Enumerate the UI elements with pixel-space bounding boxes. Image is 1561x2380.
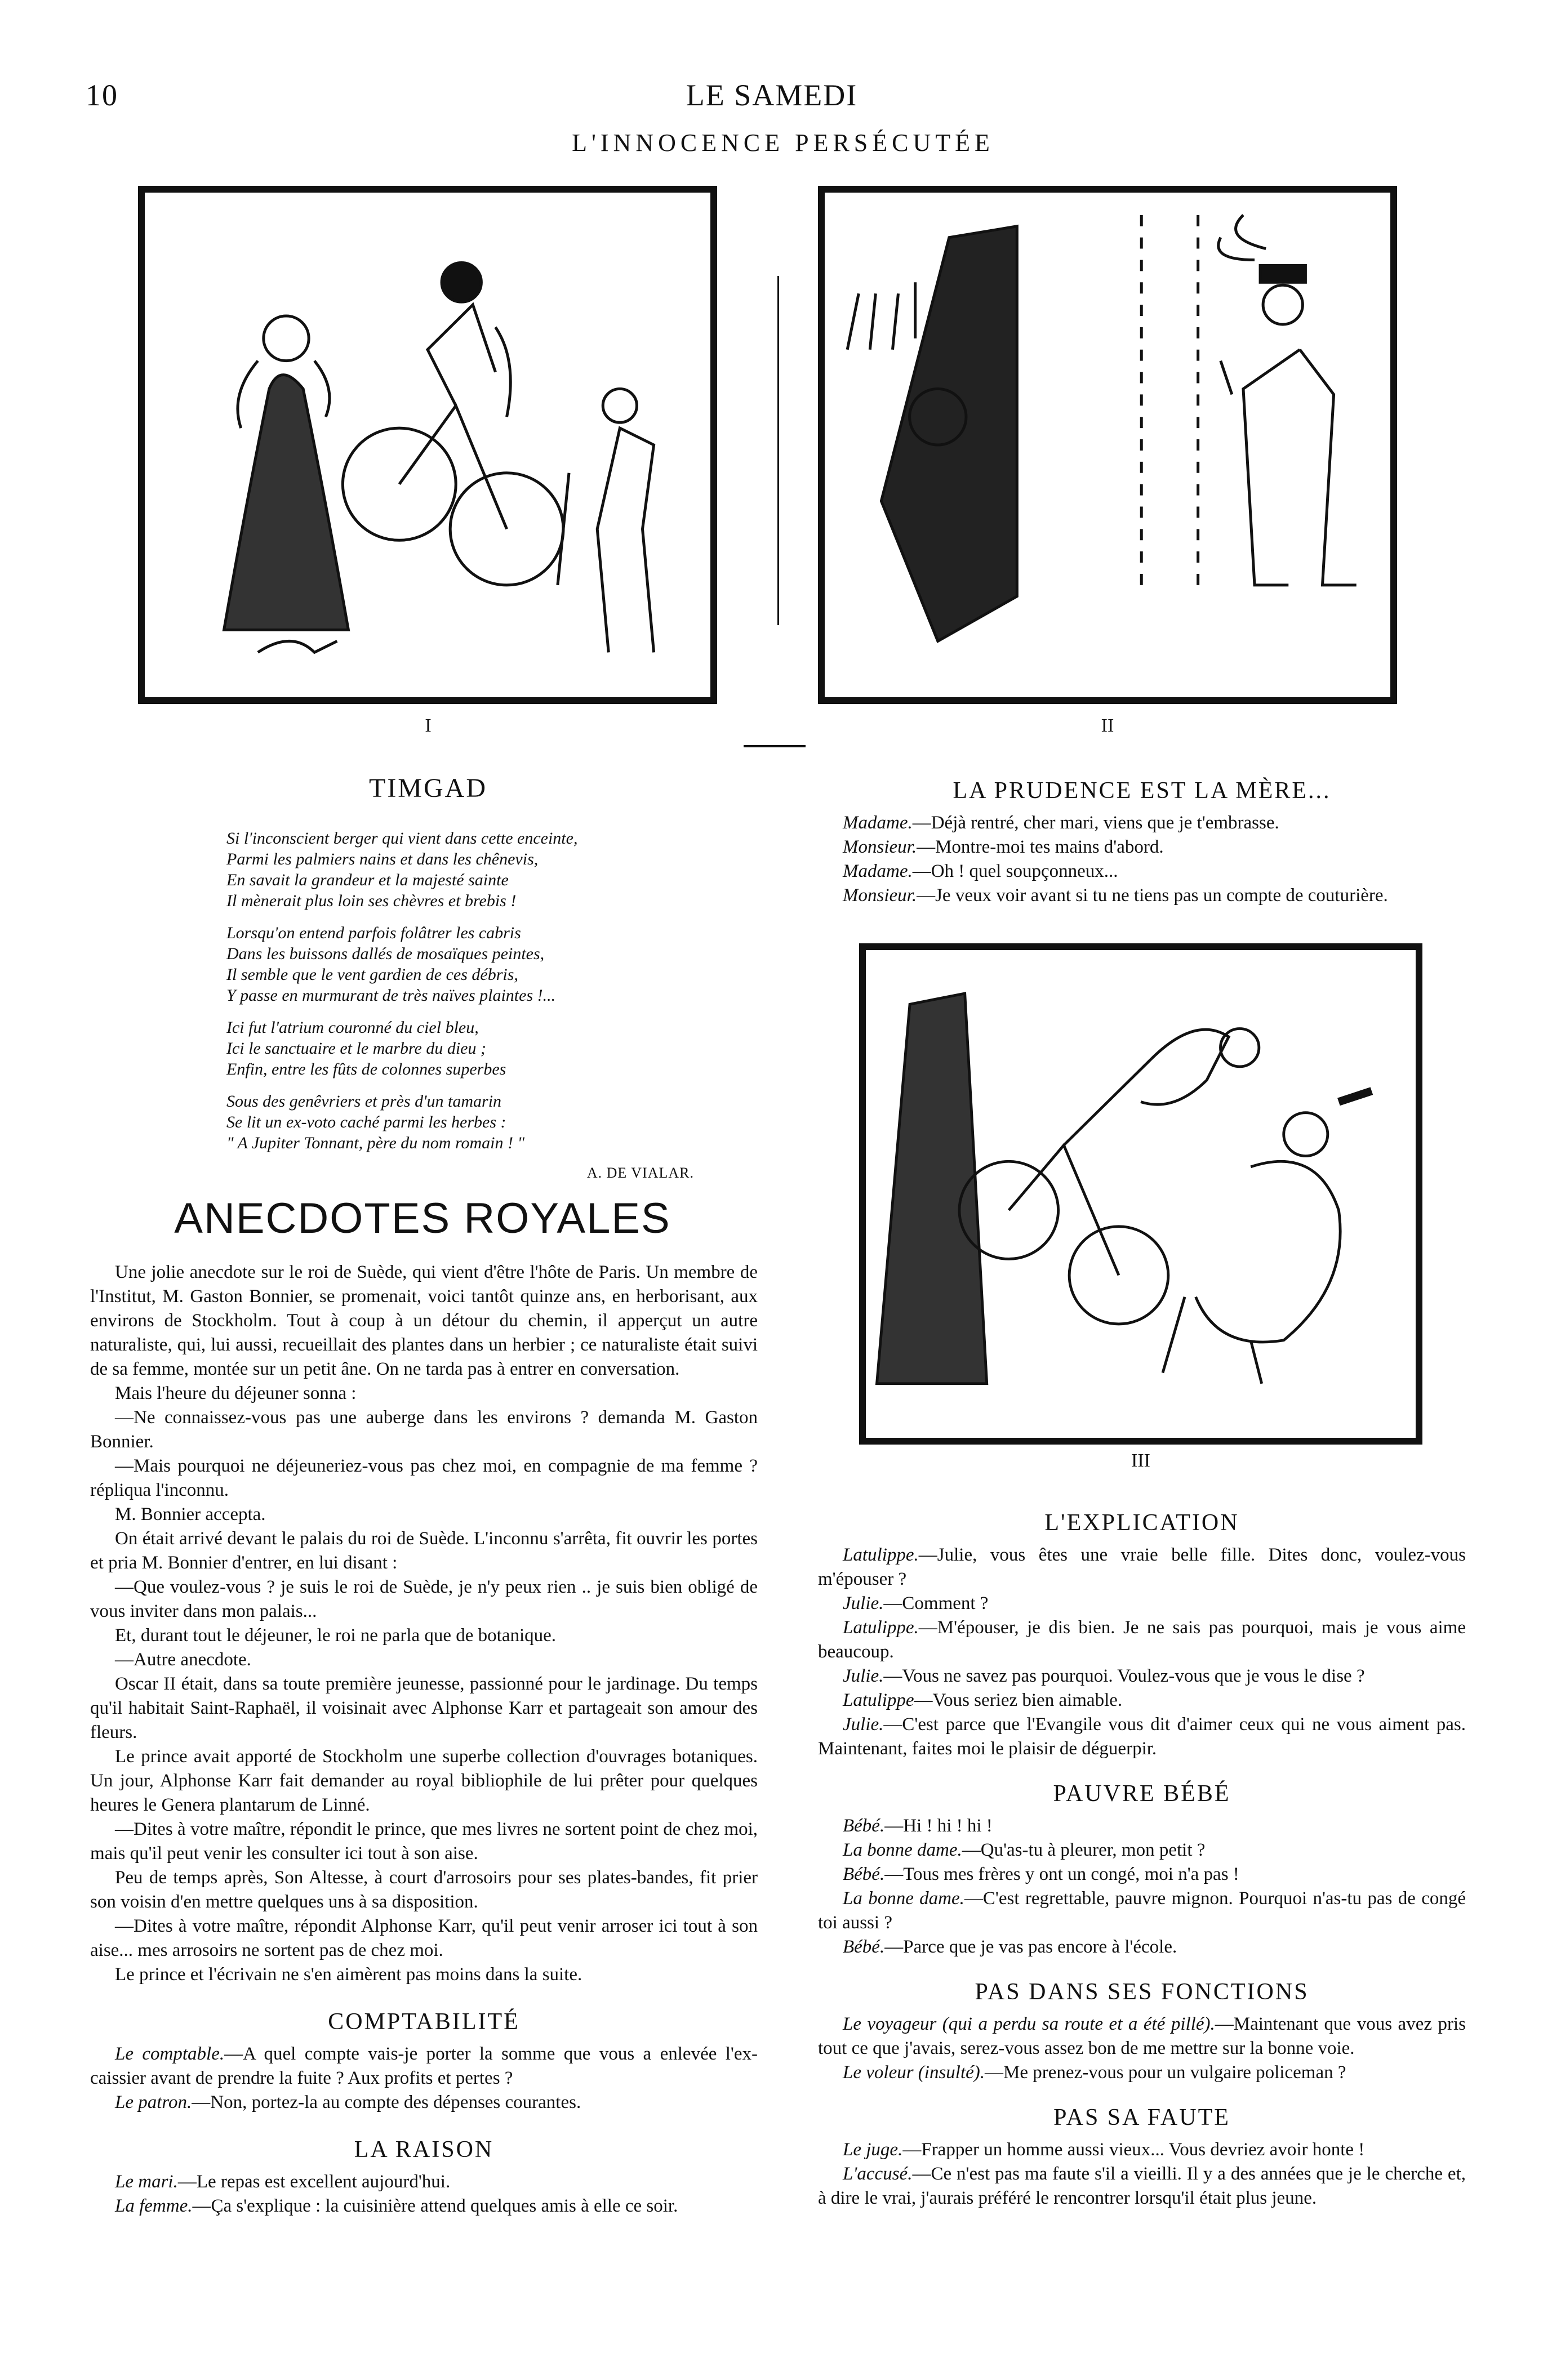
panel-label: III [1131, 1450, 1150, 1471]
dialogue-line [818, 2138, 1466, 2162]
speaker: Latulippe [843, 1690, 914, 1710]
verse: Ici le sanctuaire et le marbre du dieu ; [226, 1039, 486, 1058]
dialogue-line [818, 1664, 1466, 1688]
stanza [226, 828, 694, 911]
dialogue-line [818, 835, 1466, 859]
speaker: La femme. [115, 2196, 193, 2216]
section-title: L'EXPLICATION [1044, 1510, 1239, 1536]
line-text: —C'est regrettable, pauvre mignon. Pourquoi n'as-tu pas de congé toi aussi ? [818, 1888, 1466, 1933]
panel-label: I [425, 715, 432, 736]
line-text: —Ça s'explique : la cuisinière attend quelques amis à elle ce soir. [192, 2196, 678, 2216]
section-title: LA PRUDENCE EST LA MÈRE... [953, 778, 1331, 804]
verse: Lorsqu'on entend parfois folâtrer les cabris [226, 924, 521, 942]
paragraph: Mais l'heure du déjeuner sonna : [115, 1383, 357, 1403]
verse: Y passe en murmurant de très naïves plaintes !... [226, 986, 556, 1005]
paragraph: —Dites à votre maître, répondit Alphonse Karr, qu'il peut venir arroser ici tout à son aise... mes arrosoirs ne sortent pas de chez moi. [90, 1916, 758, 1960]
dialogue-line [818, 1688, 1466, 1713]
speaker: Madame. [843, 813, 913, 833]
line-text: —Tous mes frères y ont un congé, moi n'a pas ! [884, 1864, 1239, 1884]
dialogue-line [818, 1592, 1466, 1616]
line-text: —Le repas est excellent aujourd'hui. [177, 2172, 451, 2192]
line-text: —Hi ! hi ! hi ! [884, 1816, 993, 1836]
stanza [226, 922, 694, 1006]
verse: Il semble que le vent gardien de ces débris, [226, 965, 518, 984]
paragraph: —Dites à votre maître, répondit le prince, que mes livres ne sortent point de chez moi, mais qu'il peut venir les consulter ici tout à son aise. [90, 1819, 758, 1864]
article-title: ANECDOTES ROYALES [174, 1195, 671, 1242]
dialogue-line [818, 1543, 1466, 1592]
line-text: —C'est parce que l'Evangile vous dit d'aimer ceux qui ne vous aiment pas. Maintenant, faites moi le plaisir de déguerpir. [818, 1714, 1466, 1759]
dialogue-line [90, 2042, 758, 2091]
speaker: Madame. [843, 861, 913, 881]
section-divider [744, 745, 806, 747]
line-text: —Ce n'est pas ma faute s'il a vieilli. Il y a des années que je le cherche et, à dire le vrai, j'aurais préféré le rencontrer lorsqu'il était plus jeune. [818, 2164, 1466, 2208]
paragraph: —Autre anecdote. [115, 1650, 251, 1670]
page-number: 10 [86, 78, 118, 112]
dialogue-line [90, 2091, 758, 2115]
dialogue-line [818, 1887, 1466, 1935]
speaker: Monsieur. [843, 837, 917, 857]
paragraph: Une jolie anecdote sur le roi de Suède, qui vient d'être l'hôte de Paris. Un membre de l'Institut, M. Gaston Bonnier, se promenait, voici tantôt quinze ans, en herborisant, aux environs de Stockholm. Tout à coup à un détour du chemin, il apperçut un autre naturaliste, qui, lui aussi, recueillait des plantes dans un herbier ; ce naturaliste était suivi de sa femme, montée sur un petit âne. On ne tarda pas à entrer en conversation. [90, 1262, 758, 1379]
verse: Se lit un ex-voto caché parmi les herbes : [226, 1113, 506, 1131]
verse: " A Jupiter Tonnant, père du nom romain ! " [226, 1134, 525, 1152]
line-text: —Vous seriez bien aimable. [914, 1690, 1123, 1710]
section-title: PAS SA FAUTE [1053, 2105, 1230, 2131]
poem-title: TIMGAD [369, 773, 487, 803]
speaker: Bébé. [843, 1937, 885, 1957]
poem-author: A. DE VIALAR. [586, 1165, 694, 1181]
paragraph: —Que voulez-vous ? je suis le roi de Suède, je n'y peux rien .. je suis bien obligé de vous inviter dans mon palais... [90, 1577, 758, 1621]
paragraph: Le prince avait apporté de Stockholm une superbe collection d'ouvrages botaniques. Un jour, Alphonse Karr fait demander au royal bibliophile de lui prêter pour quelques heures le Genera plantarum de Linné. [90, 1746, 758, 1815]
line-text: —Montre-moi tes mains d'abord. [917, 837, 1164, 857]
verse: Il mènerait plus loin ses chèvres et brebis ! [226, 892, 517, 910]
speaker: Le patron. [115, 2092, 192, 2112]
speaker: Bébé. [843, 1864, 885, 1884]
journal-title: LE SAMEDI [686, 78, 858, 112]
dialogue-line [818, 2012, 1466, 2061]
verse: Si l'inconscient berger qui vient dans cette enceinte, [226, 829, 578, 848]
dialogue-line [818, 1713, 1466, 1761]
verse: Sous des genêvriers et près d'un tamarin [226, 1092, 502, 1111]
section-title: PAS DANS SES FONCTIONS [975, 1979, 1309, 2005]
verse: Dans les buissons dallés de mosaïques peintes, [226, 944, 545, 963]
cartoon-panel-2 [818, 186, 1397, 704]
line-text: —Parce que je vas pas encore à l'école. [884, 1937, 1177, 1957]
speaker: Latulippe. [843, 1617, 919, 1638]
dialogue-line [818, 1838, 1466, 1862]
speaker: Le voyageur (qui a perdu sa route et a été pillé). [843, 2014, 1215, 2034]
series-title: L'INNOCENCE PERSÉCUTÉE [572, 129, 994, 157]
speaker: Le mari. [115, 2172, 178, 2192]
line-text: —Je veux voir avant si tu ne tiens pas un compte de couturière. [917, 885, 1388, 906]
verse: Parmi les palmiers nains et dans les chênevis, [226, 850, 539, 868]
line-text: —Julie, vous êtes une vraie belle fille. Dites donc, voulez-vous m'épouser ? [818, 1545, 1466, 1589]
speaker: L'accusé. [843, 2164, 913, 2184]
line-text: —Maintenant que vous avez pris tout ce que j'avais, serez-vous assez bon de me mettre sur la bonne voie. [818, 2014, 1466, 2058]
stanza [226, 1091, 694, 1153]
poem-timgad [226, 828, 694, 1182]
line-text: —Qu'as-tu à pleurer, mon petit ? [962, 1840, 1206, 1860]
section-title: COMPTABILITÉ [328, 2009, 520, 2035]
speaker: Le comptable. [115, 2044, 225, 2064]
dialogue-line [90, 2170, 758, 2194]
section-title: PAUVRE BÉBÉ [1053, 1781, 1231, 1807]
speaker: Le voleur (insulté). [843, 2062, 985, 2083]
verse: Ici fut l'atrium couronné du ciel bleu, [226, 1018, 479, 1037]
paragraph: Oscar II était, dans sa toute première jeunesse, passionné pour le jardinage. Du temps qu'il habitait Saint-Raphaël, il voisinait avec Alphonse Karr et partageait son amour des fleurs. [90, 1674, 758, 1742]
right-column-top [818, 777, 1466, 908]
section-title: LA RAISON [354, 2137, 494, 2163]
dialogue-line [818, 1814, 1466, 1838]
verse: Enfin, entre les fûts de colonnes superbes [226, 1060, 506, 1078]
paragraph: Le prince et l'écrivain ne s'en aimèrent pas moins dans la suite. [115, 1964, 582, 1985]
paragraph: —Mais pourquoi ne déjeuneriez-vous pas chez moi, en compagnie de ma femme ? répliqua l'inconnu. [90, 1456, 758, 1500]
dialogue-line [818, 1935, 1466, 1959]
speaker: Le juge. [843, 2140, 903, 2160]
column-rule [777, 276, 779, 625]
line-text: —Comment ? [883, 1593, 989, 1614]
speaker: Julie. [843, 1666, 884, 1686]
cartoon-panel-3 [859, 943, 1422, 1445]
line-text: —Frapper un homme aussi vieux... Vous devriez avoir honte ! [902, 2140, 1365, 2160]
speaker: Julie. [843, 1593, 884, 1614]
panel-label: II [1101, 715, 1114, 736]
stanza [226, 1017, 694, 1080]
line-text: —Oh ! quel soupçonneux... [912, 861, 1118, 881]
speaker: Julie. [843, 1714, 884, 1735]
paragraph: On était arrivé devant le palais du roi de Suède. L'inconnu s'arrêta, fit ouvrir les portes et pria M. Bonnier d'entrer, en lui disant : [90, 1528, 758, 1573]
dialogue-line [818, 859, 1466, 884]
dialogue-line [818, 884, 1466, 908]
cartoon-panel-1 [138, 186, 717, 704]
paragraph: Et, durant tout le déjeuner, le roi ne parla que de botanique. [115, 1625, 557, 1646]
speaker: Bébé. [843, 1816, 885, 1836]
speaker: Latulippe. [843, 1545, 919, 1565]
line-text: —Vous ne savez pas pourquoi. Voulez-vous que je vous le dise ? [883, 1666, 1365, 1686]
paragraph: M. Bonnier accepta. [115, 1504, 266, 1525]
line-text: —Déjà rentré, cher mari, viens que je t'embrasse. [912, 813, 1279, 833]
dialogue-line [818, 1616, 1466, 1664]
dialogue-line [818, 2061, 1466, 2085]
verse: En savait la grandeur et la majesté sainte [226, 871, 509, 889]
paragraph: —Ne connaissez-vous pas une auberge dans les environs ? demanda M. Gaston Bonnier. [90, 1407, 758, 1452]
dialogue-line [818, 2162, 1466, 2210]
speaker: La bonne dame. [843, 1840, 962, 1860]
paragraph: Peu de temps après, Son Altesse, à court d'arrosoirs pour ses plates-bandes, fit prier son voisin d'en mettre quelques uns à sa disposition. [90, 1868, 758, 1912]
dialogue-line [90, 2194, 758, 2218]
line-text: —A quel compte vais-je porter la somme que vous a enlevée l'ex-caissier avant de prendre la fuite ? Aux profits et pertes ? [90, 2044, 758, 2088]
speaker: Monsieur. [843, 885, 917, 906]
right-column-bottom [818, 1509, 1466, 2210]
line-text: —Me prenez-vous pour un vulgaire policeman ? [985, 2062, 1346, 2083]
dialogue-line [818, 1862, 1466, 1887]
article-body [90, 1260, 758, 2218]
line-text: —Non, portez-la au compte des dépenses courantes. [192, 2092, 581, 2112]
line-text: —M'épouser, je dis bien. Je ne sais pas pourquoi, mais je vous aime beaucoup. [818, 1617, 1466, 1662]
dialogue-line [818, 811, 1466, 835]
speaker: La bonne dame. [843, 1888, 964, 1909]
